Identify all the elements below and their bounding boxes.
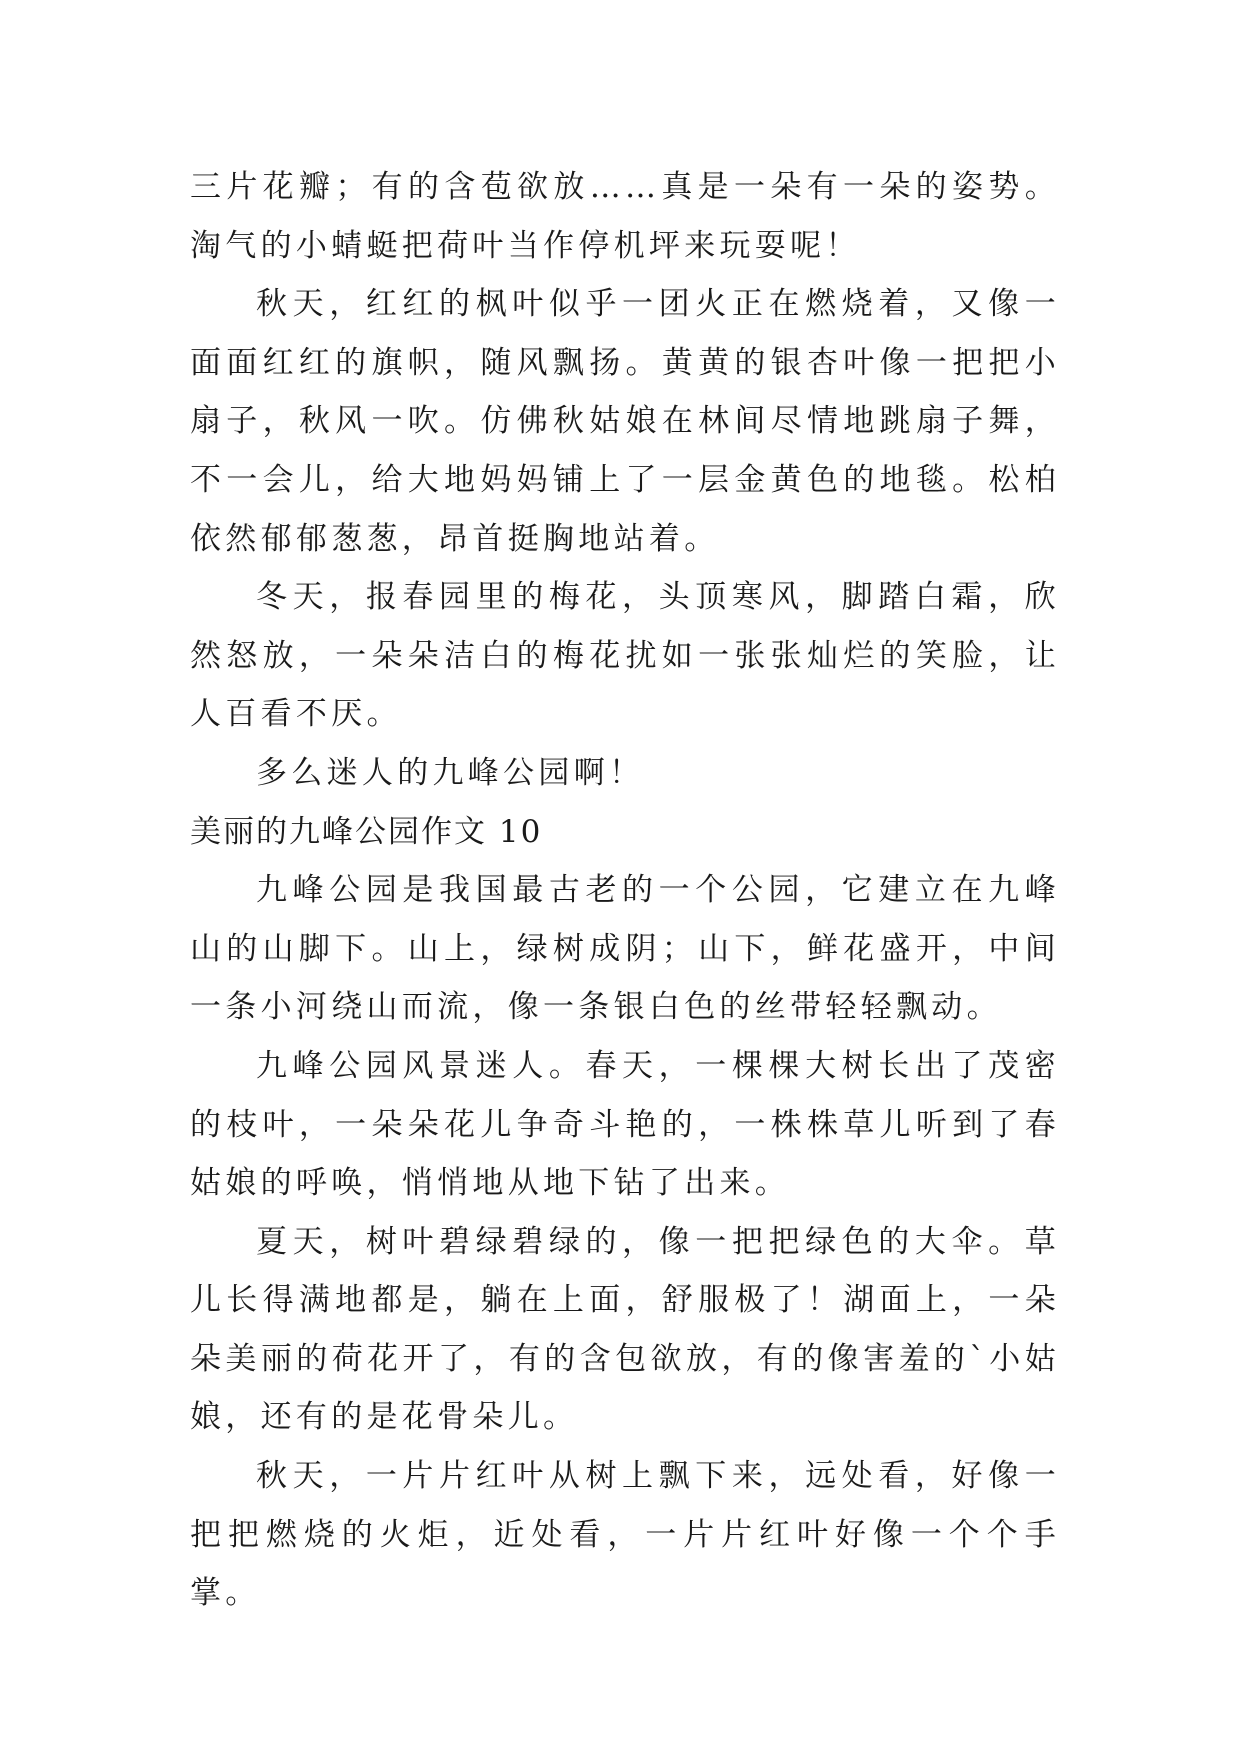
paragraph-spring: 九峰公园风景迷人。春天，一棵棵大树长出了茂密的枝叶，一朵朵花儿争奇斗艳的，一株株草儿听到了春姑娘的呼唤，悄悄地从地下钻了出来。 [190, 1047, 1060, 1202]
document-page [190, 158, 1060, 1623]
essay-title: 美丽的九峰公园作文 10 [190, 813, 543, 850]
paragraph-winter: 冬天，报春园里的梅花，头顶寒风，脚踏白霜，欣然怒放，一朵朵洁白的梅花扰如一张张灿烂的笑脸，让人百看不厌。 [190, 579, 1060, 733]
paragraph-autumn-2: 秋天，一片片红叶从树上飘下来，远处看，好像一把把燃烧的火炬，近处看，一片片红叶好像一个个手掌。 [190, 1458, 1060, 1612]
paragraph-continued: 三片花瓣；有的含苞欲放……真是一朵有一朵的姿势。淘气的小蜻蜓把荷叶当作停机坪来玩耍呢！ [190, 169, 1060, 264]
paragraph-intro: 九峰公园是我国最古老的一个公园，它建立在九峰山的山脚下。山上，绿树成阴；山下，鲜花盛开，中间一条小河绕山而流，像一条银白色的丝带轻轻飘动。 [190, 872, 1060, 1026]
paragraph-closing: 多么迷人的九峰公园啊！ [256, 754, 645, 791]
paragraph-autumn: 秋天，红红的枫叶似乎一团火正在燃烧着，又像一面面红红的旗帜，随风飘扬。黄黄的银杏叶像一把把小扇子，秋风一吹。仿佛秋姑娘在林间尽情地跳扇子舞，不一会儿，给大地妈妈铺上了一层金黄色的地毯。松柏依然郁郁葱葱，昂首挺胸地站着。 [190, 286, 1060, 557]
paragraph-summer: 夏天，树叶碧绿碧绿的，像一把把绿色的大伞。草儿长得满地都是，躺在上面，舒服极了！湖面上，一朵朵美丽的荷花开了，有的含包欲放，有的像害羞的`小姑娘，还有的是花骨朵儿。 [190, 1223, 1060, 1436]
